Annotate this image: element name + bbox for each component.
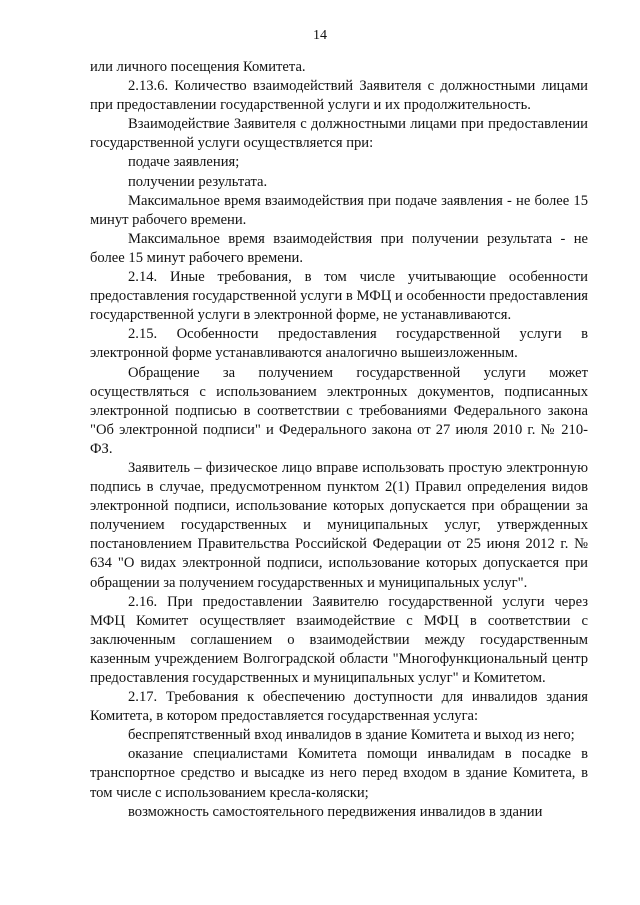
paragraph-continuation: или личного посещения Комитета. [90,59,306,75]
paragraph-2-14: 2.14. Иные требования, в том числе учитывающие особенности предоставления государственной услуги в МФЦ и особенности предоставления государственной услуги в электронной форме, не устанавливаются. [90,269,588,324]
paragraph-simple-signature: Заявитель – физическое лицо вправе использовать простую электронную подпись в случае, предусмотренном пунктом 2(1) Правил определения видов электронной подписи, использование которых допускается при обращении за получением государственных и муниципальных услуг, утвержденных постановлением Правительства Российской Федерации от 25 июня 2012 г. № 634 "О видах электронной подписи, использование которых допускается при обращении за получением государственных и муниципальных услуг". [90,459,588,591]
paragraph-max-time-result: Максимальное время взаимодействия при получении результата - не более 15 минут рабочего времени. [90,230,588,266]
paragraph-2-16: 2.16. При предоставлении Заявителю государственной услуги через МФЦ Комитет осуществляет взаимодействие с МФЦ в соответствии с заключенным соглашением о взаимодействии между государственным казенным учреждением Волгоградской области "Многофункциональный центр предоставления государственных и муниципальных услуг" и Комитетом. [90,593,588,686]
page-number: 14 [313,28,327,43]
document-body [90,58,588,822]
paragraph-2-17: 2.17. Требования к обеспечению доступности для инвалидов здания Комитета, в котором предоставляется государственная услуга: [90,689,588,725]
paragraph-result: получении результата. [128,173,268,190]
paragraph-2-15: 2.15. Особенности предоставления государственной услуги в электронной форме устанавливаются аналогично вышеизложенным. [90,326,588,362]
paragraph-2-13-6: 2.13.6. Количество взаимодействий Заявителя с должностными лицами при предоставлении государственной услуги и их продолжительность. [90,78,588,114]
paragraph-barrier-free-entry: беспрепятственный вход инвалидов в здание Комитета и выход из него; [128,727,575,744]
paragraph-max-time-submission: Максимальное время взаимодействия при подаче заявления - не более 15 минут рабочего времени. [90,192,588,228]
paragraph-assistance: оказание специалистами Комитета помощи инвалидам в посадке в транспортное средство и высадке из него перед входом в здание Комитета, в том числе с использованием кресла-коляски; [90,746,588,801]
paragraph-movement: возможность самостоятельного передвижения инвалидов в здании [128,803,543,820]
paragraph-interaction: Взаимодействие Заявителя с должностными лицами при предоставлении государственной услуги осуществляется при: [90,116,588,152]
paragraph-submission: подаче заявления; [128,154,240,171]
paragraph-electronic-documents: Обращение за получением государственной услуги может осуществляться с использованием электронных документов, подписанных электронной подписью в соответствии с требованиями Федерального закона "Об электронной подписи" и Федерального закона от 27 июля 2010 г. № 210-ФЗ. [90,364,588,457]
